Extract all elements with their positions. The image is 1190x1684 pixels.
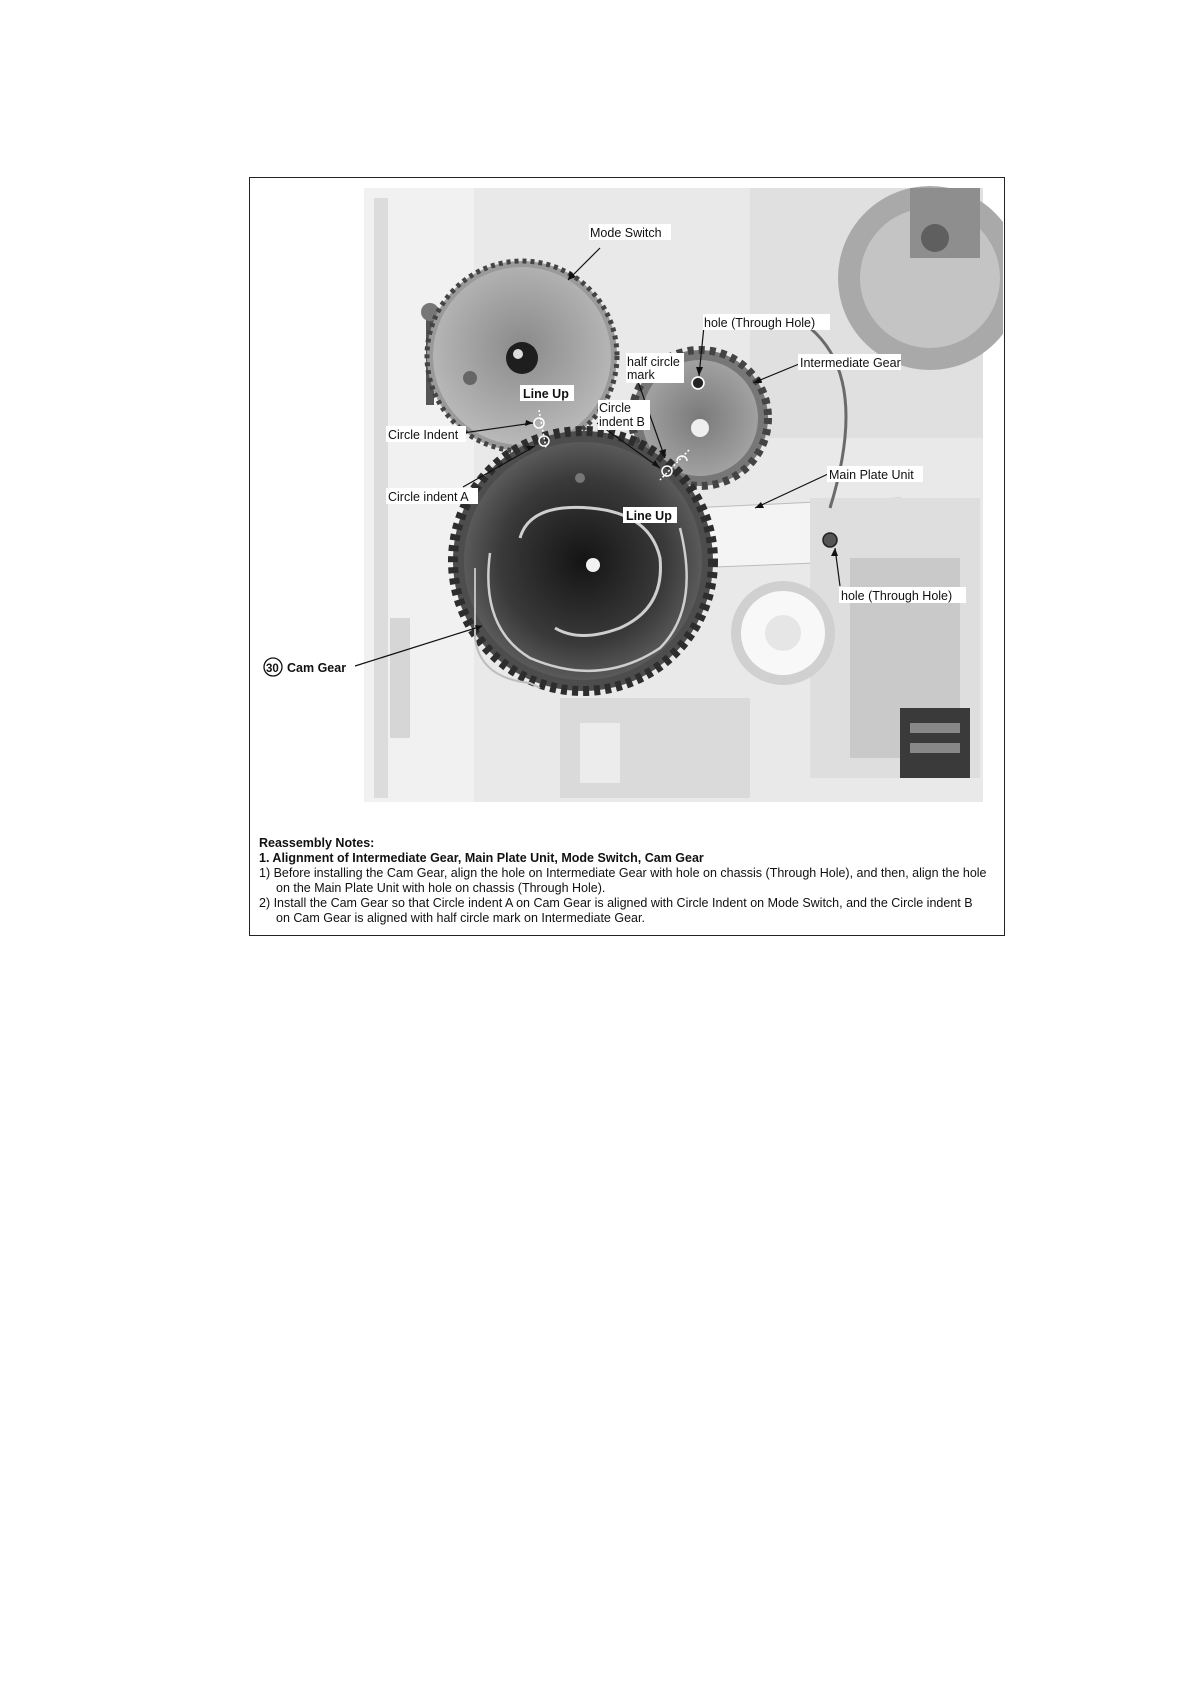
label-circle-indent-b-line1: Circle	[599, 401, 631, 415]
label-half-circle-mark-line2: mark	[627, 368, 655, 382]
label-circle-indent: Circle Indent	[388, 428, 459, 442]
part-number-callout: 30	[266, 663, 279, 675]
label-hole-through-top: hole (Through Hole)	[704, 316, 816, 330]
label-mode-switch: Mode Switch	[590, 226, 662, 240]
label-half-circle-mark-line1: half circle	[627, 355, 680, 369]
label-line-up-top: Line Up	[523, 387, 569, 401]
reassembly-notes	[259, 836, 989, 926]
label-circle-indent-b-line2: indent B	[599, 415, 645, 429]
mechanism-photo	[250, 178, 1003, 806]
label-cam-gear: Cam Gear	[287, 661, 347, 675]
label-circle-indent-a: Circle indent A	[388, 490, 469, 504]
notes-heading: Reassembly Notes:	[259, 836, 375, 850]
notes-item-title: 1. Alignment of Intermediate Gear, Main Plate Unit, Mode Switch, Cam Gear	[259, 851, 704, 865]
label-main-plate-unit: Main Plate Unit	[829, 468, 914, 482]
figure-frame	[249, 177, 1005, 936]
through-hole-bottom-mark	[823, 533, 837, 547]
label-hole-through-bottom: hole (Through Hole)	[841, 589, 953, 603]
label-line-up-bottom: Line Up	[626, 509, 672, 523]
label-intermediate-gear: Intermediate Gear	[800, 356, 901, 370]
notes-step-1: 1) Before installing the Cam Gear, align the hole on Intermediate Gear with hole on chassis (Through Hole), and then, align the hole on the Main Plate Unit with hole on chassis (Through Hole).	[259, 866, 987, 895]
notes-step-2: 2) Install the Cam Gear so that Circle indent A on Cam Gear is aligned with Circle Indent on Mode Switch, and the Circle indent B on Cam Gear is aligned with half circle mark on Intermediate Gear.	[259, 896, 973, 925]
mode-switch-gear	[427, 261, 617, 451]
